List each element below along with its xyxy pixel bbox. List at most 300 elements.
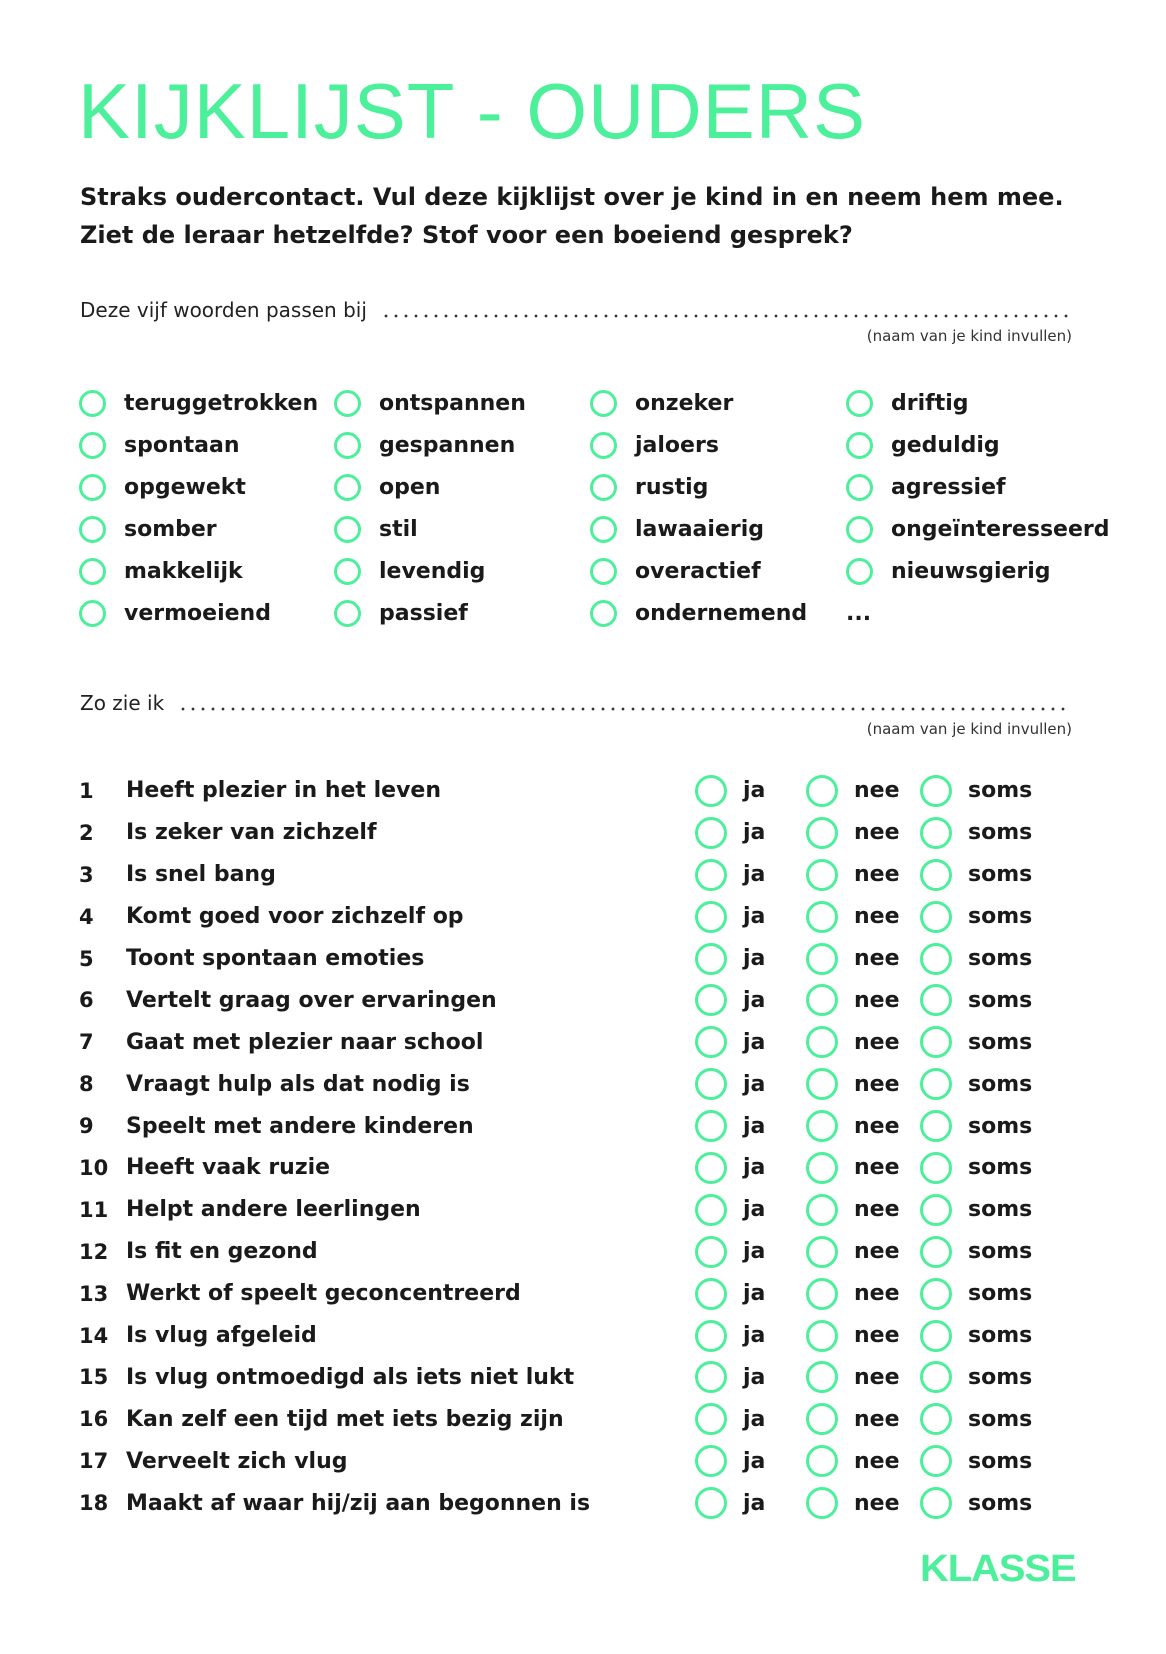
radio-circle-icon[interactable] xyxy=(920,1236,952,1268)
option-no[interactable] xyxy=(806,1231,900,1273)
statement-text: Komt goed voor zichzelf op xyxy=(126,904,464,930)
statement-row xyxy=(79,854,1079,896)
radio-circle-icon[interactable] xyxy=(695,1194,727,1226)
option-no[interactable] xyxy=(806,1315,900,1357)
option-label: ja xyxy=(743,1071,766,1097)
name-hint: (naam van je kind invullen) xyxy=(866,327,1072,345)
word-label: gespannen xyxy=(379,432,516,458)
statement-row xyxy=(79,938,1079,980)
radio-circle-icon[interactable] xyxy=(846,558,873,585)
option-label: soms xyxy=(968,904,1033,930)
radio-circle-icon[interactable] xyxy=(806,1194,838,1226)
option-label: soms xyxy=(968,1490,1033,1516)
radio-circle-icon[interactable] xyxy=(806,1152,838,1184)
radio-circle-icon[interactable] xyxy=(590,474,617,501)
statement-text: Is snel bang xyxy=(126,862,276,888)
statement-row xyxy=(79,1105,1079,1147)
name-fill-row-1 xyxy=(80,292,1070,322)
option-label: nee xyxy=(854,1490,900,1516)
option-label: ja xyxy=(743,1029,766,1055)
option-label: ja xyxy=(743,1281,766,1307)
option-label: soms xyxy=(968,946,1033,971)
option-sometimes[interactable] xyxy=(920,1021,1032,1063)
radio-circle-icon[interactable] xyxy=(695,775,727,807)
option-label: soms xyxy=(968,820,1033,846)
radio-circle-icon[interactable] xyxy=(695,1487,727,1519)
statement-text: Is fit en gezond xyxy=(126,1239,318,1265)
option-label: ja xyxy=(743,1113,766,1139)
radio-circle-icon[interactable] xyxy=(920,1361,952,1393)
word-column-4 xyxy=(846,382,1110,592)
statement-text: Maakt af waar hij/zij aan begonnen is xyxy=(126,1490,591,1516)
option-yes[interactable] xyxy=(695,1482,765,1524)
radio-circle-icon[interactable] xyxy=(695,1361,727,1393)
option-label: soms xyxy=(968,1113,1033,1139)
option-no[interactable] xyxy=(806,896,900,938)
radio-circle-icon[interactable] xyxy=(806,1236,838,1268)
option-label: soms xyxy=(968,1197,1033,1223)
word-label: rustig xyxy=(635,474,709,500)
option-yes[interactable] xyxy=(695,812,765,854)
option-sometimes[interactable] xyxy=(920,979,1032,1021)
statement-row xyxy=(79,1273,1079,1315)
statement-number: 17 xyxy=(79,1449,109,1474)
radio-circle-icon[interactable] xyxy=(79,516,106,543)
statement-text: Vertelt graag over ervaringen xyxy=(126,987,497,1013)
word-label: ondernemend xyxy=(635,600,808,626)
radio-circle-icon[interactable] xyxy=(806,1445,838,1477)
option-sometimes[interactable] xyxy=(920,770,1032,812)
word-column-1 xyxy=(79,382,318,634)
word-label: passief xyxy=(379,600,468,626)
option-label: soms xyxy=(968,1323,1033,1349)
option-label: nee xyxy=(854,987,900,1013)
option-no[interactable] xyxy=(806,1063,900,1105)
radio-circle-icon[interactable] xyxy=(695,1236,727,1268)
word-option[interactable] xyxy=(334,466,526,508)
statement-text: Is vlug afgeleid xyxy=(126,1323,317,1349)
word-option[interactable] xyxy=(846,508,1110,550)
statement-text: Heeft plezier in het leven xyxy=(126,778,441,804)
word-option[interactable] xyxy=(79,382,318,424)
statement-row xyxy=(79,1021,1079,1063)
word-option[interactable] xyxy=(334,550,526,592)
option-sometimes[interactable] xyxy=(920,938,1032,980)
option-label: ja xyxy=(743,1364,766,1390)
statement-number: 4 xyxy=(79,904,94,929)
statement-text: Verveelt zich vlug xyxy=(126,1448,348,1474)
option-no[interactable] xyxy=(806,854,900,896)
option-label: ja xyxy=(743,1490,766,1516)
word-label: driftig xyxy=(891,390,969,416)
radio-circle-icon[interactable] xyxy=(920,1403,952,1435)
option-label: ja xyxy=(743,987,766,1013)
radio-circle-icon[interactable] xyxy=(695,1445,727,1477)
word-label: lawaaierig xyxy=(635,516,765,542)
statement-number: 18 xyxy=(79,1491,109,1516)
statement-number: 16 xyxy=(79,1407,109,1432)
intro-text xyxy=(80,178,1100,254)
radio-circle-icon[interactable] xyxy=(695,984,727,1016)
radio-circle-icon[interactable] xyxy=(695,1026,727,1058)
option-no[interactable] xyxy=(806,1189,900,1231)
option-no[interactable] xyxy=(806,979,900,1021)
word-option[interactable] xyxy=(79,592,318,634)
option-label: nee xyxy=(854,904,900,930)
word-option[interactable] xyxy=(846,550,1110,592)
statement-text: Heeft vaak ruzie xyxy=(126,1155,331,1181)
option-label: nee xyxy=(854,862,900,888)
option-no[interactable] xyxy=(806,1482,900,1524)
option-label: soms xyxy=(968,1281,1033,1307)
option-label: soms xyxy=(968,862,1033,888)
option-no[interactable] xyxy=(806,938,900,980)
radio-circle-icon[interactable] xyxy=(920,1152,952,1184)
option-yes[interactable] xyxy=(695,770,765,812)
option-no[interactable] xyxy=(806,1147,900,1189)
option-label: soms xyxy=(968,778,1033,804)
option-no[interactable] xyxy=(806,1440,900,1482)
statement-number: 7 xyxy=(79,1030,94,1055)
word-label: vermoeiend xyxy=(124,600,271,626)
statement-text: Kan zelf een tijd met iets bezig zijn xyxy=(126,1406,564,1432)
radio-circle-icon[interactable] xyxy=(79,390,106,417)
word-option[interactable] xyxy=(79,466,318,508)
statement-row xyxy=(79,812,1079,854)
radio-circle-icon[interactable] xyxy=(920,901,952,933)
statement-row xyxy=(79,770,1079,812)
option-label: ja xyxy=(743,904,766,930)
statement-row xyxy=(79,1147,1079,1189)
option-no[interactable] xyxy=(806,1398,900,1440)
statement-row xyxy=(79,1398,1079,1440)
radio-circle-icon[interactable] xyxy=(695,1152,727,1184)
more-words-ellipsis: ... xyxy=(846,600,872,626)
radio-circle-icon[interactable] xyxy=(806,943,838,975)
option-label: ja xyxy=(743,862,766,888)
radio-circle-icon[interactable] xyxy=(79,600,106,627)
option-label: nee xyxy=(854,1364,900,1390)
option-label: nee xyxy=(854,1029,900,1055)
radio-circle-icon[interactable] xyxy=(79,432,106,459)
statement-number: 8 xyxy=(79,1072,94,1097)
statement-row xyxy=(79,1189,1079,1231)
radio-circle-icon[interactable] xyxy=(920,1445,952,1477)
option-label: nee xyxy=(854,1406,900,1432)
radio-circle-icon[interactable] xyxy=(695,1110,727,1142)
word-option[interactable] xyxy=(590,508,807,550)
option-label: soms xyxy=(968,1406,1033,1432)
word-label: agressief xyxy=(891,474,1006,500)
word-option[interactable] xyxy=(79,424,318,466)
option-label: soms xyxy=(968,1364,1033,1390)
option-label: nee xyxy=(854,1197,900,1223)
option-yes[interactable] xyxy=(695,1398,765,1440)
radio-circle-icon[interactable] xyxy=(806,1320,838,1352)
statement-row xyxy=(79,1356,1079,1398)
option-yes[interactable] xyxy=(695,854,765,896)
word-label: makkelijk xyxy=(124,558,243,584)
word-option[interactable] xyxy=(79,550,318,592)
radio-circle-icon[interactable] xyxy=(334,474,361,501)
statement-row xyxy=(79,1063,1079,1105)
radio-circle-icon[interactable] xyxy=(846,474,873,501)
radio-circle-icon[interactable] xyxy=(920,817,952,849)
option-sometimes[interactable] xyxy=(920,1063,1032,1105)
option-yes[interactable] xyxy=(695,1273,765,1315)
radio-circle-icon[interactable] xyxy=(590,600,617,627)
statement-number: 11 xyxy=(79,1197,109,1222)
radio-circle-icon[interactable] xyxy=(920,1194,952,1226)
option-label: ja xyxy=(743,1197,766,1223)
radio-circle-icon[interactable] xyxy=(846,390,873,417)
option-yes[interactable] xyxy=(695,1147,765,1189)
word-label: ongeïnteresseerd xyxy=(891,516,1110,542)
option-sometimes[interactable] xyxy=(920,1440,1032,1482)
option-no[interactable] xyxy=(806,812,900,854)
word-label: onzeker xyxy=(635,390,734,416)
option-sometimes[interactable] xyxy=(920,896,1032,938)
radio-circle-icon[interactable] xyxy=(695,1278,727,1310)
word-option[interactable] xyxy=(334,508,526,550)
word-label: levendig xyxy=(379,558,486,584)
klasse-logo: KLASSE xyxy=(920,1548,1076,1590)
statement-number: 3 xyxy=(79,862,94,887)
option-sometimes[interactable] xyxy=(920,1356,1032,1398)
option-yes[interactable] xyxy=(695,1356,765,1398)
option-sometimes[interactable] xyxy=(920,1273,1032,1315)
option-yes[interactable] xyxy=(695,1231,765,1273)
option-label: soms xyxy=(968,1029,1033,1055)
dotted-name-field[interactable] xyxy=(381,313,1070,319)
radio-circle-icon[interactable] xyxy=(920,1487,952,1519)
statement-number: 1 xyxy=(79,778,94,803)
statement-text: Vraagt hulp als dat nodig is xyxy=(126,1071,470,1097)
option-label: ja xyxy=(743,1239,766,1265)
word-option[interactable] xyxy=(590,382,807,424)
option-label: nee xyxy=(854,1239,900,1265)
statement-text: Gaat met plezier naar school xyxy=(126,1029,484,1055)
word-option[interactable] xyxy=(846,466,1110,508)
statement-number: 5 xyxy=(79,946,94,971)
option-no[interactable] xyxy=(806,1105,900,1147)
option-label: soms xyxy=(968,1239,1033,1265)
option-label: ja xyxy=(743,946,766,971)
name-fill-label: Deze vijf woorden passen bij xyxy=(80,298,367,322)
word-label: somber xyxy=(124,516,217,542)
radio-circle-icon[interactable] xyxy=(920,1110,952,1142)
option-sometimes[interactable] xyxy=(920,1189,1032,1231)
option-label: soms xyxy=(968,1448,1033,1474)
option-yes[interactable] xyxy=(695,896,765,938)
option-yes[interactable] xyxy=(695,1021,765,1063)
word-label: geduldig xyxy=(891,432,1000,458)
radio-circle-icon[interactable] xyxy=(806,859,838,891)
option-sometimes[interactable] xyxy=(920,812,1032,854)
option-yes[interactable] xyxy=(695,979,765,1021)
option-label: nee xyxy=(854,1281,900,1307)
radio-circle-icon[interactable] xyxy=(695,859,727,891)
option-label: nee xyxy=(854,1323,900,1349)
option-no[interactable] xyxy=(806,1021,900,1063)
statement-list xyxy=(79,770,1079,1524)
radio-circle-icon[interactable] xyxy=(920,859,952,891)
statement-text: Werkt of speelt geconcentreerd xyxy=(126,1281,521,1307)
radio-circle-icon[interactable] xyxy=(79,558,106,585)
word-label: teruggetrokken xyxy=(124,390,319,416)
statement-row xyxy=(79,1315,1079,1357)
radio-circle-icon[interactable] xyxy=(695,1068,727,1100)
radio-circle-icon[interactable] xyxy=(806,1487,838,1519)
option-label: soms xyxy=(968,1071,1033,1097)
statement-row xyxy=(79,896,1079,938)
word-label: jaloers xyxy=(635,432,719,458)
option-sometimes[interactable] xyxy=(920,1147,1032,1189)
option-label: ja xyxy=(743,1155,766,1181)
radio-circle-icon[interactable] xyxy=(695,901,727,933)
radio-circle-icon[interactable] xyxy=(590,516,617,543)
statement-number: 12 xyxy=(79,1239,109,1264)
word-option[interactable] xyxy=(590,424,807,466)
radio-circle-icon[interactable] xyxy=(920,943,952,975)
radio-circle-icon[interactable] xyxy=(590,390,617,417)
statement-text: Toont spontaan emoties xyxy=(126,946,425,971)
page-title: KIJKLIJST - OUDERS xyxy=(78,67,867,155)
name-hint-2: (naam van je kind invullen) xyxy=(866,720,1072,738)
option-label: nee xyxy=(854,1113,900,1139)
statement-text: Speelt met andere kinderen xyxy=(126,1113,474,1139)
word-column-2 xyxy=(334,382,526,634)
radio-circle-icon[interactable] xyxy=(806,1403,838,1435)
word-option[interactable] xyxy=(79,508,318,550)
word-option[interactable] xyxy=(590,592,807,634)
option-yes[interactable] xyxy=(695,1063,765,1105)
word-label: stil xyxy=(379,516,418,542)
radio-circle-icon[interactable] xyxy=(695,1403,727,1435)
option-label: nee xyxy=(854,1071,900,1097)
option-no[interactable] xyxy=(806,770,900,812)
word-option[interactable] xyxy=(334,382,526,424)
word-option[interactable] xyxy=(590,466,807,508)
radio-circle-icon[interactable] xyxy=(695,817,727,849)
statement-text: Is zeker van zichzelf xyxy=(126,820,377,846)
radio-circle-icon[interactable] xyxy=(806,817,838,849)
option-sometimes[interactable] xyxy=(920,1231,1032,1273)
option-label: ja xyxy=(743,1448,766,1474)
statement-number: 6 xyxy=(79,988,94,1013)
radio-circle-icon[interactable] xyxy=(695,943,727,975)
name-fill-row-2 xyxy=(80,685,1070,715)
radio-circle-icon[interactable] xyxy=(806,901,838,933)
option-label: nee xyxy=(854,1448,900,1474)
radio-circle-icon[interactable] xyxy=(334,558,361,585)
intro-line-1: Straks oudercontact. Vul deze kijklijst over je kind in en neem hem mee. xyxy=(80,183,1064,211)
option-yes[interactable] xyxy=(695,1105,765,1147)
dotted-name-field-2[interactable] xyxy=(178,706,1070,712)
option-label: ja xyxy=(743,778,766,804)
option-yes[interactable] xyxy=(695,1440,765,1482)
zo-zie-ik-label: Zo zie ik xyxy=(80,691,165,715)
radio-circle-icon[interactable] xyxy=(806,984,838,1016)
option-sometimes[interactable] xyxy=(920,1105,1032,1147)
statement-row xyxy=(79,1482,1079,1524)
radio-circle-icon[interactable] xyxy=(334,432,361,459)
statement-row xyxy=(79,1440,1079,1482)
radio-circle-icon[interactable] xyxy=(846,432,873,459)
radio-circle-icon[interactable] xyxy=(806,1026,838,1058)
option-sometimes[interactable] xyxy=(920,1398,1032,1440)
radio-circle-icon[interactable] xyxy=(806,1068,838,1100)
radio-circle-icon[interactable] xyxy=(79,474,106,501)
radio-circle-icon[interactable] xyxy=(920,775,952,807)
word-option[interactable] xyxy=(846,424,1110,466)
statement-number: 15 xyxy=(79,1365,109,1390)
option-yes[interactable] xyxy=(695,938,765,980)
option-no[interactable] xyxy=(806,1356,900,1398)
statement-row xyxy=(79,979,1079,1021)
radio-circle-icon[interactable] xyxy=(806,1361,838,1393)
statement-row xyxy=(79,1231,1079,1273)
option-no[interactable] xyxy=(806,1273,900,1315)
radio-circle-icon[interactable] xyxy=(590,558,617,585)
word-option[interactable] xyxy=(334,592,526,634)
option-yes[interactable] xyxy=(695,1315,765,1357)
radio-circle-icon[interactable] xyxy=(920,1068,952,1100)
radio-circle-icon[interactable] xyxy=(920,1278,952,1310)
radio-circle-icon[interactable] xyxy=(695,1320,727,1352)
word-column-4-more xyxy=(846,592,871,634)
option-label: ja xyxy=(743,820,766,846)
radio-circle-icon[interactable] xyxy=(334,600,361,627)
radio-circle-icon[interactable] xyxy=(334,390,361,417)
radio-circle-icon[interactable] xyxy=(806,775,838,807)
word-label: ontspannen xyxy=(379,390,526,416)
radio-circle-icon[interactable] xyxy=(920,984,952,1016)
option-label: soms xyxy=(968,1155,1033,1181)
radio-circle-icon[interactable] xyxy=(334,516,361,543)
word-option[interactable] xyxy=(846,382,1110,424)
statement-text: Is vlug ontmoedigd als iets niet lukt xyxy=(126,1364,575,1390)
intro-line-2: Ziet de leraar hetzelfde? Stof voor een boeiend gesprek? xyxy=(80,221,853,249)
statement-text: Helpt andere leerlingen xyxy=(126,1197,421,1223)
option-label: ja xyxy=(743,1406,766,1432)
word-label: overactief xyxy=(635,558,761,584)
word-label: nieuwsgierig xyxy=(891,558,1051,584)
word-option[interactable] xyxy=(590,550,807,592)
word-label: open xyxy=(379,474,441,500)
radio-circle-icon[interactable] xyxy=(806,1278,838,1310)
radio-circle-icon[interactable] xyxy=(806,1110,838,1142)
option-yes[interactable] xyxy=(695,1189,765,1231)
radio-circle-icon[interactable] xyxy=(846,516,873,543)
radio-circle-icon[interactable] xyxy=(920,1026,952,1058)
word-label: opgewekt xyxy=(124,474,246,500)
radio-circle-icon[interactable] xyxy=(590,432,617,459)
statement-number: 10 xyxy=(79,1155,109,1180)
option-label: ja xyxy=(743,1323,766,1349)
option-sometimes[interactable] xyxy=(920,854,1032,896)
option-sometimes[interactable] xyxy=(920,1315,1032,1357)
statement-number: 2 xyxy=(79,820,94,845)
statement-number: 13 xyxy=(79,1281,109,1306)
radio-circle-icon[interactable] xyxy=(920,1320,952,1352)
statement-number: 14 xyxy=(79,1323,109,1348)
option-sometimes[interactable] xyxy=(920,1482,1032,1524)
option-label: nee xyxy=(854,778,900,804)
statement-number: 9 xyxy=(79,1114,94,1139)
word-option[interactable] xyxy=(334,424,526,466)
option-label: soms xyxy=(968,987,1033,1013)
